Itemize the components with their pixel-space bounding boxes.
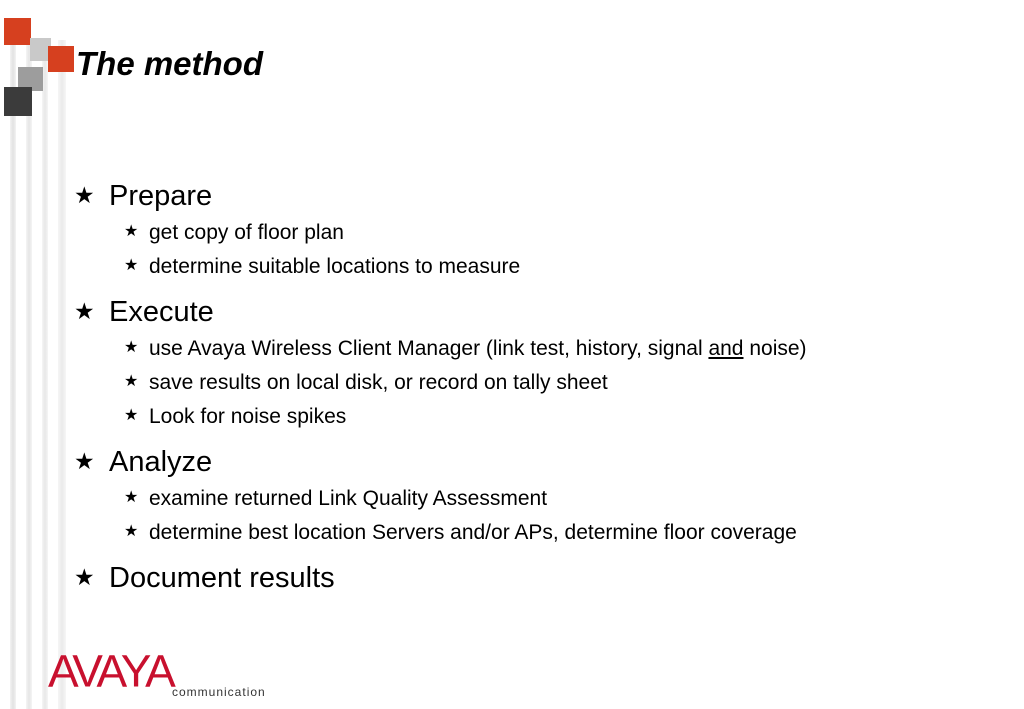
bullet-item [74, 178, 807, 284]
star-icon: ★ [124, 523, 139, 540]
logo-tagline: communication [172, 685, 266, 699]
star-icon: ★ [124, 407, 139, 424]
bullet-item [74, 560, 807, 596]
star-icon: ★ [74, 448, 95, 474]
sub-bullet-text: determine best location Servers and/or APs, determine floor coverage [149, 521, 797, 544]
bullet-text: Execute [109, 296, 214, 328]
star-icon: ★ [124, 373, 139, 390]
decorative-square-dark [4, 87, 32, 116]
sub-bullet-text: determine suitable locations to measure [149, 255, 521, 278]
sub-bullet-item [74, 516, 807, 550]
sub-bullet-text: Look for noise spikes [149, 405, 347, 428]
star-icon: ★ [74, 564, 95, 590]
decorative-stripe [26, 40, 32, 709]
star-icon: ★ [74, 298, 95, 324]
decorative-stripe [10, 40, 16, 709]
star-icon: ★ [124, 223, 139, 240]
sub-bullet-list [74, 482, 807, 550]
sub-bullet-text: noise) [743, 337, 807, 360]
bullet-item [74, 444, 807, 550]
sub-bullet-list [74, 332, 807, 434]
decorative-square-red [48, 46, 74, 72]
sub-bullet-item [74, 332, 807, 366]
sub-bullet-text: use Avaya Wireless Client Manager (link test, history, signal [149, 337, 709, 360]
star-icon: ★ [124, 339, 139, 356]
star-icon: ★ [124, 489, 139, 506]
underlined-text: and [708, 337, 744, 360]
star-icon: ★ [74, 182, 95, 208]
sub-bullet-item [74, 250, 807, 284]
decorative-stripe [42, 40, 48, 709]
bullet-list [74, 178, 807, 596]
sub-bullet-text: get copy of floor plan [149, 221, 344, 244]
bullet-item [74, 294, 807, 434]
sub-bullet-item [74, 400, 807, 434]
bullet-text: Prepare [109, 180, 213, 212]
decorative-stripe [58, 40, 66, 709]
logo-wordmark: AVAYA [48, 645, 173, 697]
avaya-logo [48, 646, 278, 702]
slide-title: The method [76, 45, 263, 82]
sub-bullet-item [74, 482, 807, 516]
sub-bullet-item [74, 366, 807, 400]
sub-bullet-item [74, 216, 807, 250]
sub-bullet-text: save results on local disk, or record on tally sheet [149, 371, 608, 394]
sub-bullet-text: examine returned Link Quality Assessment [149, 487, 548, 510]
bullet-text: Document results [109, 562, 335, 594]
star-icon: ★ [124, 257, 139, 274]
decorative-square-red [4, 18, 31, 45]
bullet-text: Analyze [109, 446, 213, 478]
sub-bullet-list [74, 216, 807, 284]
